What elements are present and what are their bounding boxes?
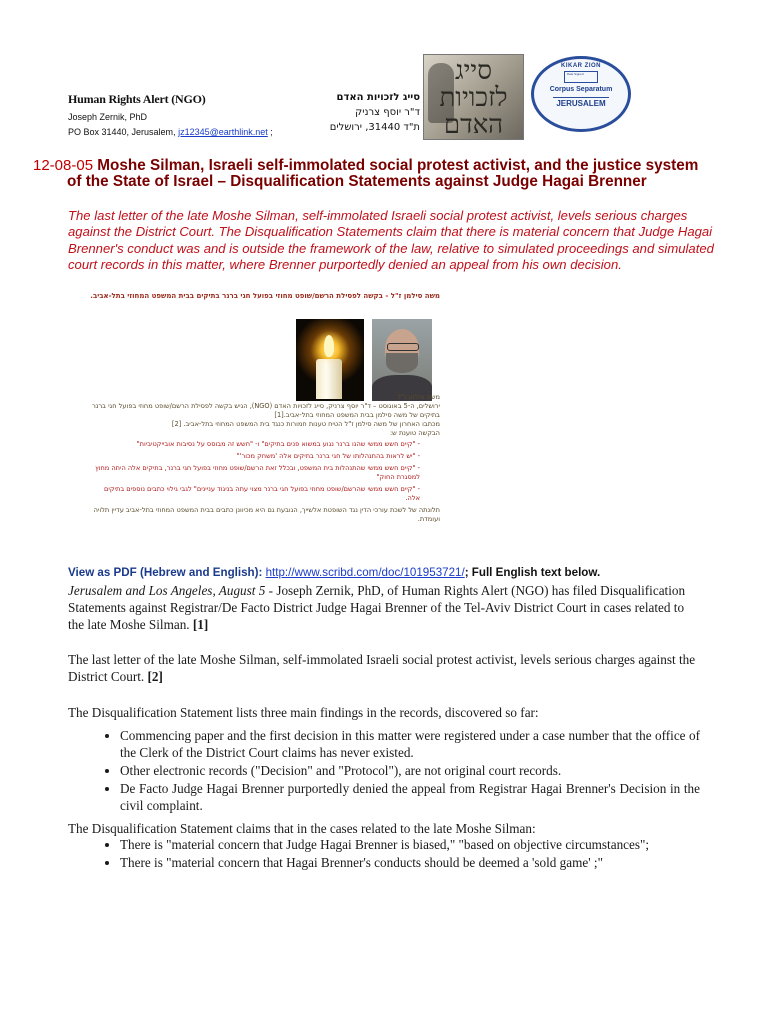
corpus-separatum-seal: [531, 56, 631, 132]
seal-bottom-text: JERUSALEM: [553, 97, 608, 108]
excerpt-list-item: - "קיים חשש ממשי שהתנהלות בית המשפט, ובכלל זאת הרשם/שופט מחוזי בפועל חגי ברנר, בתיקים אלה היתה מחוץ למסגרת החוק": [88, 464, 420, 482]
address-hebrew: ת"ד 31440, ירושלים: [329, 122, 420, 133]
contact-line: PO Box 31440, Jerusalem, jz12345@earthlink.net ;: [68, 127, 273, 137]
person-name-hebrew: ד"ר יוסף צרניק: [355, 107, 420, 118]
pdf-label: View as PDF (Hebrew and English):: [68, 566, 263, 579]
title-line-2: of the State of Israel – Disqualification Statements against Judge Hagai Brenner: [67, 173, 647, 190]
pdf-link-line: [68, 566, 600, 579]
claim-item: • There is "material concern that Judge Hagai Brenner is biased," "based on objective circumstances";: [120, 836, 700, 853]
excerpt-list-item: - "יש לראות בהתנהלותו של חגי ברנר בתיקים אלה 'משחק מכור'": [88, 452, 420, 461]
hebrew-excerpt-image: [84, 289, 440, 551]
claim-item: • There is "material concern that Hagai Brenner's conducts should be deemed a 'sold game' ;": [120, 854, 700, 871]
address-english: PO Box 31440, Jerusalem: [68, 127, 174, 137]
finding-item: • De Facto Judge Hagai Brenner purportedly denied the appeal from Registrar Hagai Brenner's Decision in the civil complaint.: [120, 780, 700, 814]
seal-box-text: Date Signed: [564, 71, 598, 83]
portrait-photo: [372, 319, 432, 401]
excerpt-list-item: - "קיים חשש ממשי שהרשם/שופט מחוזי בפועל חגי ברנר מצוי עתה בניגוד עניינים" לגבי גילוי כתבים נוספים בתיקים אלה.: [88, 485, 420, 503]
findings-list: [68, 727, 700, 815]
finding-item: • Commencing paper and the first decision in this matter were registered under a case number that the office of the Clerk of the District Court claims has never existed.: [120, 727, 700, 761]
org-logo-image: [423, 54, 524, 140]
excerpt-paragraph: הבקשה טוענת ש:: [389, 429, 440, 437]
title-line-1: Moshe Silman, Israeli self-immolated social protest activist, and the justice system: [97, 157, 699, 174]
article-title: [33, 158, 733, 190]
excerpt-paragraph: ירושלים, ה-5 באוגוסט – ד"ר יוסף צרניק, סייג לזכויות האדם (NGO), הגיש בקשה לפסילת הרשם/שופט מחוזי בפועל חגי ברנר בתיקים של משה סילמן בבית המשפט המחוזי בתל-אביב.[1]: [92, 402, 440, 419]
paragraph-text: The last letter of the late Moshe Silman, self-immolated Israeli social protest activist, levels serious charges against the District Court.: [68, 652, 696, 684]
finding-item: • Other electronic records ("Decision" and "Protocol"), are not original court records.: [120, 762, 700, 779]
excerpt-list: [88, 440, 440, 503]
claims-list: [68, 836, 700, 872]
letterhead-hebrew: [260, 92, 420, 133]
excerpt-paragraph: מכתבו האחרון של משה סילמן ז"ל הטיח טענות חמורות כנגד בית המשפט המחוזי בתל-אביב. [2]: [171, 420, 440, 428]
excerpt-body: [88, 393, 440, 524]
seal-middle-text: Corpus Separatum: [549, 86, 613, 93]
body-paragraph-4: The Disqualification Statement claims that in the cases related to the late Moshe Silman:: [68, 821, 536, 836]
footnote-ref[interactable]: [1]: [192, 617, 209, 632]
person-name-english: Joseph Zernik, PhD: [68, 112, 148, 122]
paragraph-text: Joseph Zernik, PhD, of Human Rights Alert (NGO) has filed Disqualification Statements against Registrar/De Facto District Judge Hagai Brenner of the Tel-Aviv District Court in cases related to the late Moshe Silman.: [68, 583, 686, 632]
org-name-hebrew: סייג לזכויות האדם: [336, 92, 420, 103]
lead-paragraph: The last letter of the late Moshe Silman, self-immolated Israeli social protest activist, levels serious charges against the District Court. The Disqualification Statements claim that there is material concern that Judge Hagai Brenner's conduct was and is outside the framework of the law, relative to simulated proceedings and simulated court records in this matter, where Brenner purportedly denied an appeal from his own decision.: [68, 208, 714, 273]
photo-caption: משה סילמן ז"ל: [397, 393, 440, 401]
email-link[interactable]: jz12345@earthlink.net: [178, 127, 268, 137]
footnote-ref[interactable]: [2]: [147, 669, 163, 684]
address-separator: ;: [270, 127, 273, 137]
excerpt-title: משה סילמן ז"ל - בקשה לפסילת הרשם/שופט מחוזי בפועל חגי ברנר בתיקים בבית המשפט המחוזי בתל-אביב.: [90, 292, 440, 300]
scribd-link[interactable]: http://www.scribd.com/doc/101953721/: [265, 566, 465, 579]
excerpt-list-item: - "קיים חשש ממשי שהנו ברנר נגוע במשוא פנים בתיקים" ו- "חשש זה מבוסס על נסיבות אובייקטיביות": [88, 440, 420, 449]
portrait-beard: [386, 353, 418, 373]
org-name-english: Human Rights Alert (NGO): [68, 92, 206, 106]
seal-top-text: KIKAR ZION: [561, 63, 601, 69]
pdf-rest: ; Full English text below.: [464, 566, 601, 579]
excerpt-paragraph: תלונתה של לשכת עורכי הדין נגד השופטת אלשייך, הגובעת גם היא מכיוונן כתבים בבית המשפט המחוזי בתל-אביב עדיין תלויה ועומדת.: [93, 506, 440, 523]
body-paragraph-2: [68, 651, 700, 685]
logo-text: סייג לזכויות האדם: [439, 56, 508, 140]
candle-flame: [324, 335, 334, 357]
body-paragraph-3: The Disqualification Statement lists three main findings in the records, discovered so far:: [68, 705, 539, 720]
memorial-candle-photo: [296, 319, 364, 401]
body-paragraph-1: [68, 582, 700, 633]
portrait-glasses: [387, 343, 419, 351]
article-date: 12-08-05: [33, 157, 94, 174]
dateline: Jerusalem and Los Angeles, August 5 -: [68, 583, 274, 598]
